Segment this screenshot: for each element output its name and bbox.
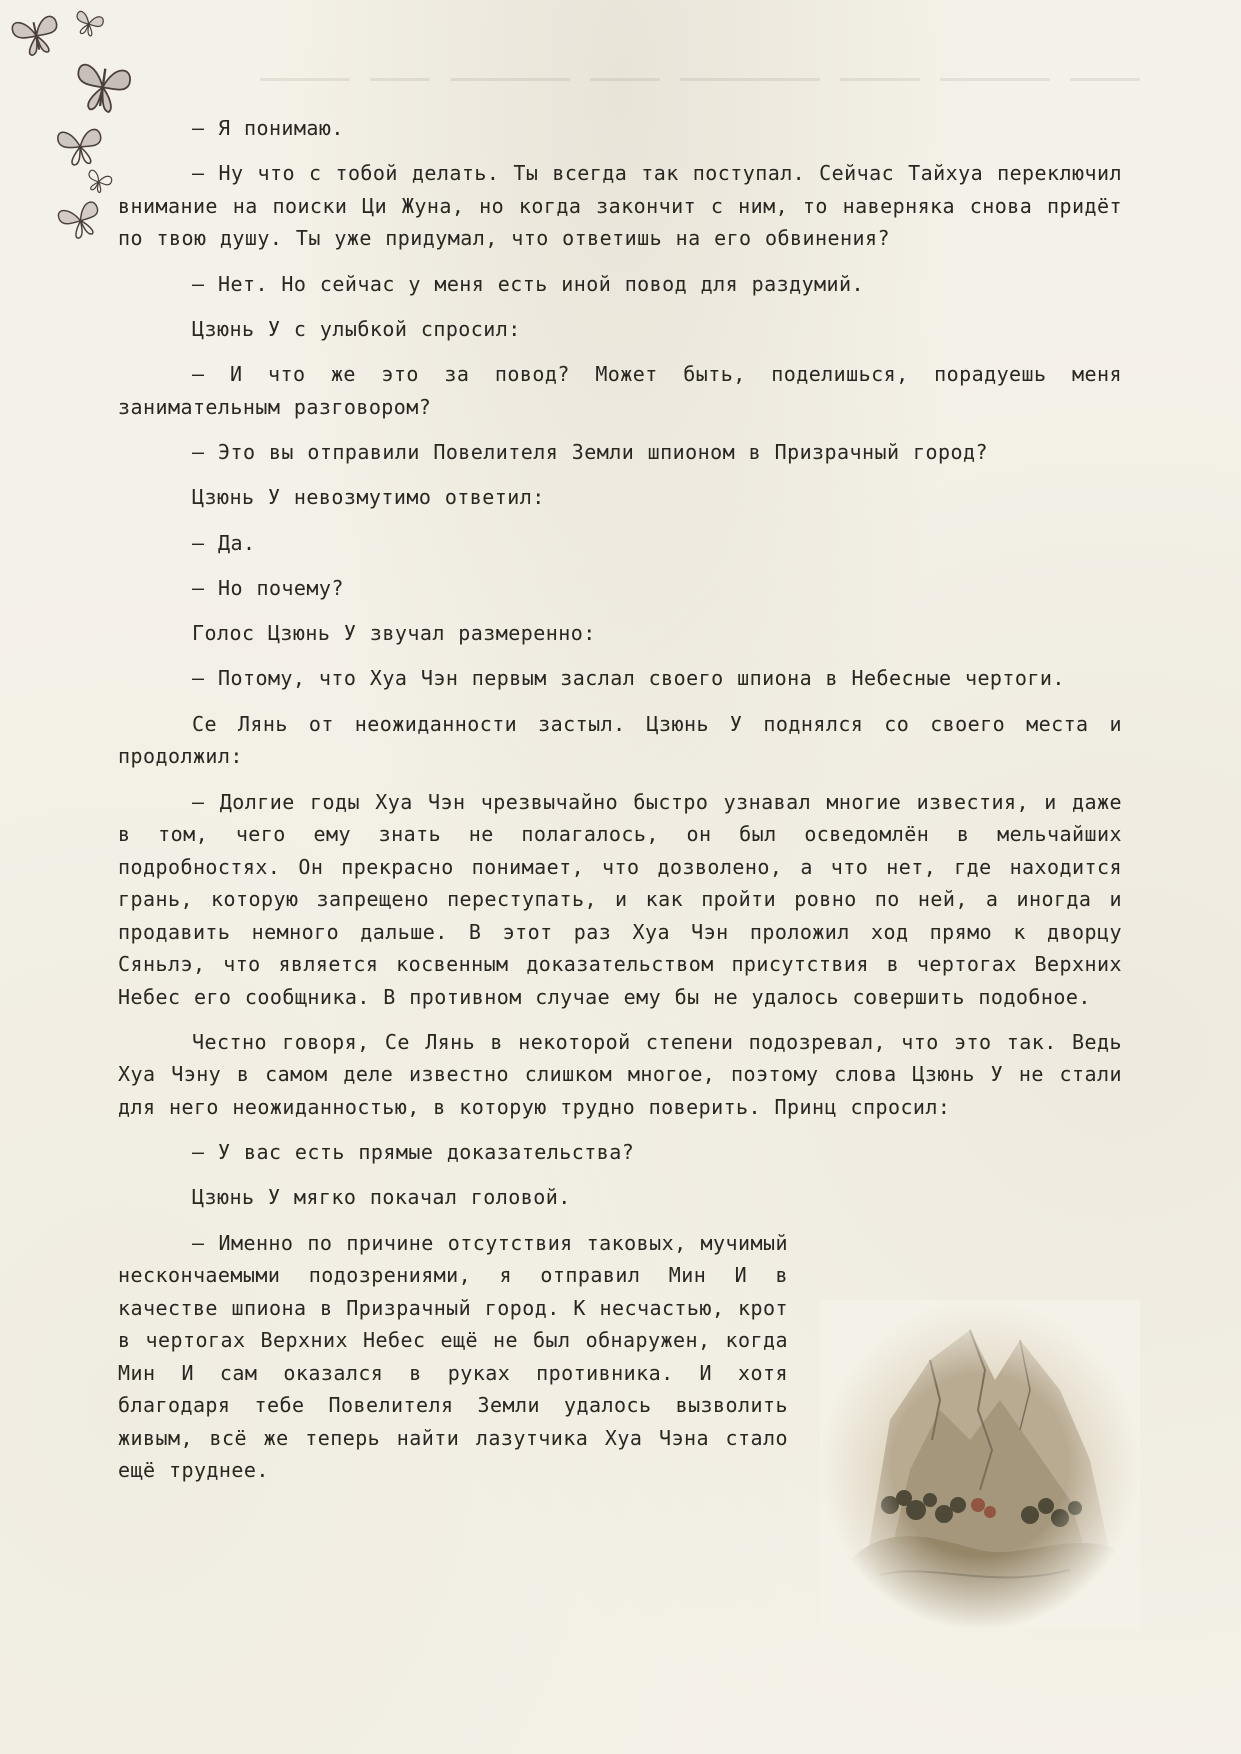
paragraph: — И что же это за повод? Может быть, поделишься, порадуешь меня занимательным разговором? <box>118 362 1122 419</box>
paragraph: Честно говоря, Се Лянь в некоторой степени подозревал, что это так. Ведь Хуа Чэну в самом деле известно слишком многое, поэтому слова Цзюнь У не стали для него неожиданностью, в которую трудно поверить. Принц спросил: <box>118 1029 1122 1119</box>
paragraph: — Да. <box>192 530 256 555</box>
butterfly-icon <box>54 194 106 244</box>
paragraph: — Я понимаю. <box>192 116 344 140</box>
butterfly-icon <box>68 52 138 118</box>
faded-script-decoration <box>260 66 1160 96</box>
paragraph: — У вас есть прямые доказательства? <box>192 1140 635 1165</box>
paragraph: Голос Цзюнь У звучал размеренно: <box>192 621 596 646</box>
butterfly-icon <box>84 166 114 196</box>
main-text <box>118 112 1122 1500</box>
paragraph: — Потому, что Хуа Чэн первым заслал своего шпиона в Небесные чертоги. <box>192 666 1065 691</box>
paragraph: — Нет. Но сейчас у меня есть иной повод для раздумий. <box>192 271 865 296</box>
paragraph: Цзюнь У мягко покачал головой. <box>192 1185 571 1210</box>
paragraph: — Но почему? <box>192 575 344 600</box>
paragraph: — Это вы отправили Повелителя Земли шпионом в Призрачный город? <box>192 439 988 464</box>
paragraph: — Именно по причине отсутствия таковых, мучимый нескончаемыми подозрениями, я отправил Мин И в качестве шпиона в Призрачный город. К несчастью, крот в чертогах Верхних Небес ещё не был обнаружен, когда Мин И сам оказался в руках противника. И хотя благодаря тебе Повелителя Земли удалось вызволить живым, всё же теперь найти лазутчика Хуа Чэна стало ещё труднее. <box>118 1230 788 1483</box>
paragraph: — Ну что с тобой делать. Ты всегда так поступал. Сейчас Тайхуа переключил внимание на поиски Ци Жуна, но когда закончит с ним, то наверняка снова придёт по твою душу. Ты уже придумал, что ответишь на его обвинения? <box>118 161 1122 251</box>
paragraph: — Долгие годы Хуа Чэн чрезвычайно быстро узнавал многие известия, и даже в том, чего ему знать не полагалось, он был осведомлён в мельчайших подробностях. Он прекрасно понимает, что дозволено, а что нет, где находится грань, которую запрещено переступать, и как пройти ровно по ней, а иногда и продавить немного дальше. В этот раз Хуа Чэн проложил ход прямо к дворцу Сяньлэ, что является косвенным доказательством присутствия в чертогах Верхних Небес его сообщника. В противном случае ему бы не удалось совершить подобное. <box>118 789 1122 1009</box>
paragraph: Цзюнь У невозмутимо ответил: <box>192 485 545 510</box>
paragraph: Се Лянь от неожиданности застыл. Цзюнь У поднялся со своего места и продолжил: <box>118 711 1122 769</box>
paragraph: Цзюнь У с улыбкой спросил: <box>192 316 521 341</box>
landscape-painting-icon <box>820 1300 1140 1630</box>
butterfly-icon <box>8 6 64 62</box>
butterfly-icon <box>52 118 108 172</box>
butterfly-icon <box>72 6 106 40</box>
